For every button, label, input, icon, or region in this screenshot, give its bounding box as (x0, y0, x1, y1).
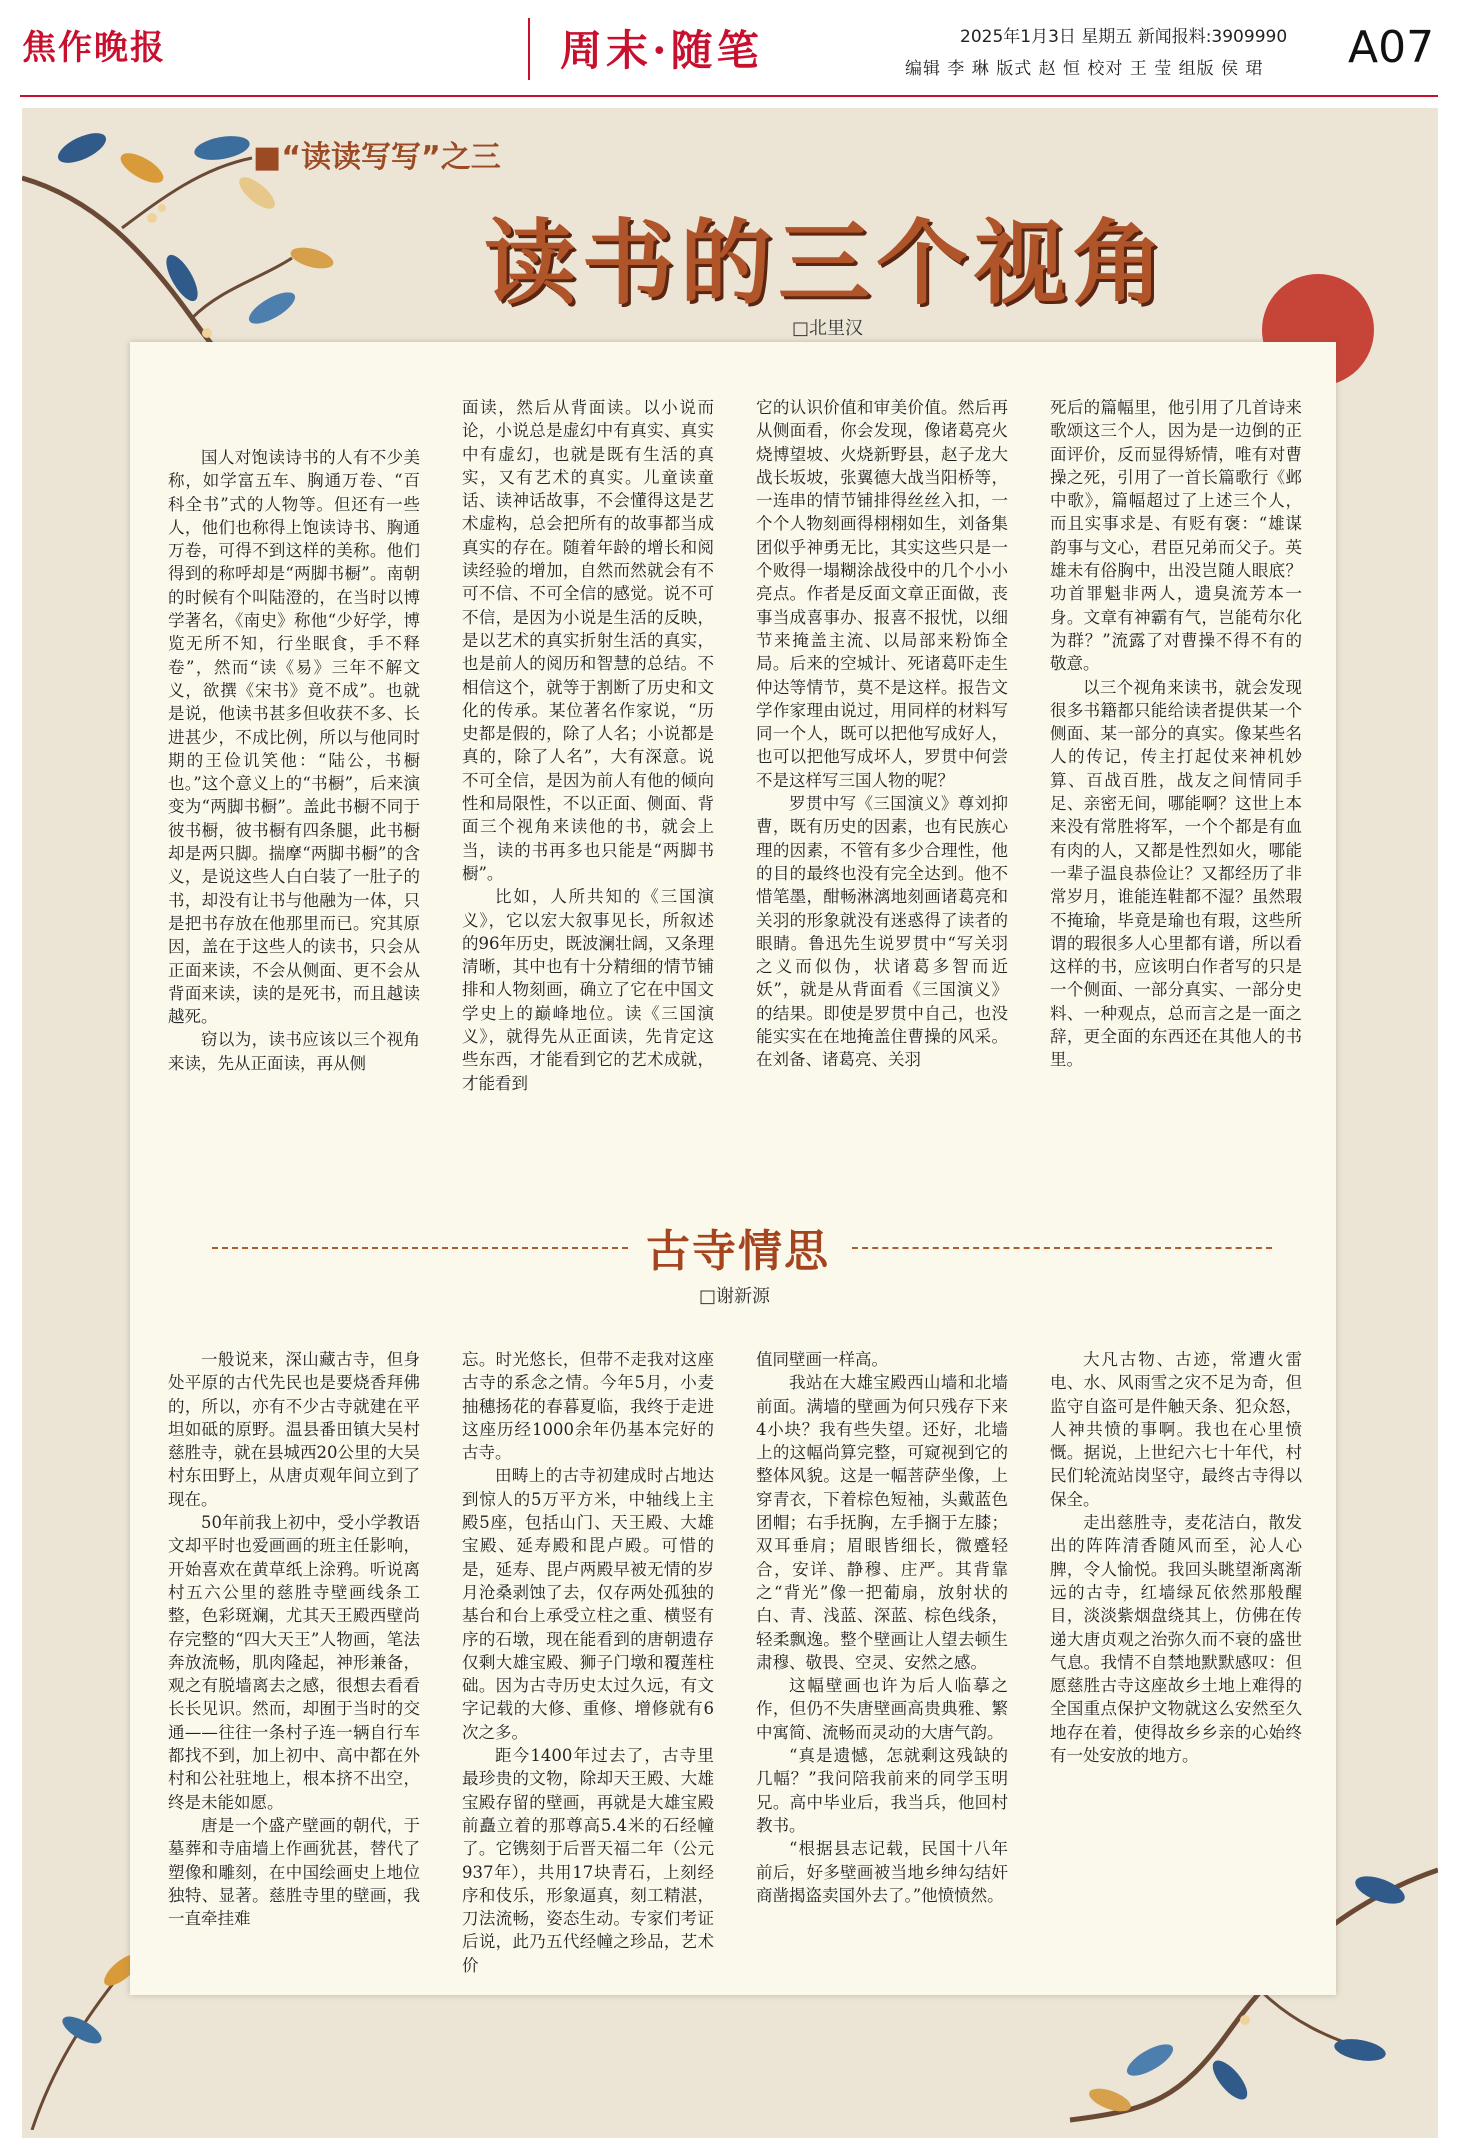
newspaper-logo: 焦作晚报 (22, 28, 166, 68)
title-divider-right (852, 1247, 1272, 1249)
paragraph: 田畴上的古寺初建成时占地达到惊人的5万平方米，中轴线上主殿5座，包括山门、天王殿、大雄宝殿、延寿殿和毘卢殿。可惜的是，延寿、毘卢两殿早被无情的岁月沧桑剥蚀了去，仅存两处孤独的基台和台上承受立柱之重、横竖有序的石墩，现在能看到的唐朝遗存仅剩大雄宝殿、狮子门墩和覆莲柱础。因为古寺历史太过久远，有文字记载的大修、重修、增修就有6次之多。 (462, 1466, 714, 1742)
paragraph: 以三个视角来读书，就会发现很多书籍都只能给读者提供某一个侧面、某一部分的真实。像某些名人的传记，传主打起仗来神机妙算、百战百胜，战友之间情同手足、亲密无间，哪能啊？这世上本来没有常胜将军，一个个都是有血有肉的人，又都是性烈如火，哪能一辈子温良恭俭让？又都经历了非常岁月，谁能连鞋都不湿？虽然瑕不掩瑜，毕竟是瑜也有瑕，这些所谓的瑕很多人心里都有谱，所以看这样的书，应该明白作者写的只是一个侧面、一部分真实、一部分史料、一种观点，总而言之是一面之辞，更全面的东西还在其他人的书里。 (1050, 677, 1302, 1070)
article1-title: 读书的三个视角 (484, 209, 1171, 317)
title-divider-left (212, 1247, 628, 1249)
paragraph: 国人对饱读诗书的人有不少美称，如学富五车、胸通万卷、“百科全书”式的人物等。但还有一些人，他们也称得上饱读诗书、胸通万卷，可得不到这样的美称。他们得到的称呼却是“两脚书橱”。南朝的时候有个叫陆澄的，在当时以博学著名，《南史》称他“少好学，博览无所不知，行坐眠食，手不释卷”，然而“读《易》三年不解文义，欲撰《宋书》竟不成”。也就是说，他读书甚多但收获不多、长进甚少，不成比例，所以与他同时期的王俭讥笑他：“陆公，书橱也。”这个意义上的“书橱”，后来演变为“两脚书橱”。盖此书橱不同于彼书橱，彼书橱有四条腿，此书橱却是两只脚。揣摩“两脚书橱”的含义，是说这些人白白装了一肚子的书，却没有让书与他融为一体，只是把书存放在他那里而已。究其原因，盖在于这些人的读书，只会从正面来读，不会从侧面、更不会从背面来读，读的是死书，而且越读越死。 (168, 448, 420, 1027)
paragraph: 死后的篇幅里，他引用了几首诗来歌颂这三个人，因为是一边倒的正面评价，反而显得矫情，唯有对曹操之死，引用了一首长篇歌行《邺中歌》，篇幅超过了上述三个人，而且实事求是、有贬有褒：“雄谋韵事与文心，君臣兄弟而父子。英雄未有俗胸中，出没岂随人眼底？功首罪魁非两人，遗臭流芳本一身。文章有神霸有气，岂能苟尔化为群？”流露了对曹操不得不有的敬意。 (1050, 398, 1302, 674)
header-divider (528, 18, 530, 80)
paragraph: 忘。时光悠长，但带不走我对这座古寺的系念之情。今年5月，小麦抽穗扬花的春暮夏临，我终于走进这座历经1000余年仍基本完好的古寺。 (462, 1350, 714, 1463)
article1-column-2 (462, 396, 714, 1166)
article2-column-1 (168, 1348, 420, 1988)
article2-byline: □谢新源 (699, 1286, 771, 1307)
paragraph: 比如，人所共知的《三国演义》，它以宏大叙事见长，所叙述的96年历史，既波澜壮阔，又条理清晰，其中也有十分精细的情节铺排和人物刻画，确立了它在中国文学史上的巅峰地位。读《三国演义》，就得先从正面读，先肯定这些东西，才能看到它的艺术成就，才能看到 (462, 887, 714, 1093)
article1-byline: □北里汉 (792, 318, 864, 339)
paragraph: 值同壁画一样高。 (756, 1350, 888, 1369)
article1-column-4 (1050, 396, 1302, 1166)
page-number: A07 (1348, 22, 1435, 73)
paragraph: “根据县志记载，民国十八年前后，好多壁画被当地乡绅勾结奸商凿揭盗卖国外去了。”他愤愤然。 (756, 1839, 1008, 1905)
article1-column-3 (756, 396, 1008, 1166)
section-title: 周末·随笔 (560, 26, 763, 75)
article2-column-3 (756, 1348, 1008, 1988)
staff-line: 编辑 李 琳 版式 赵 恒 校对 王 莹 组版 侯 珺 (905, 59, 1264, 79)
paragraph: “真是遗憾，怎就剩这残缺的几幅？”我问陪我前来的同学玉明兄。高中毕业后，我当兵，他回村教书。 (756, 1746, 1008, 1835)
paragraph: 走出慈胜寺，麦花洁白，散发出的阵阵清香随风而至，沁人心脾，令人愉悦。我回头眺望渐离渐远的古寺，红墙绿瓦依然那般醒目，淡淡紫烟盘绕其上，仿佛在传递大唐贞观之治弥久而不衰的盛世气息。我情不自禁地默默感叹：但愿慈胜古寺这座故乡土地上难得的全国重点保护文物就这么安然至久地存在着，使得故乡乡亲的心始终有一处安放的地方。 (1050, 1513, 1302, 1766)
page-header (0, 0, 1459, 100)
paragraph: 罗贯中写《三国演义》尊刘抑曹，既有历史的因素，也有民族心理的因素，不管有多少合理性，他的目的最终也没有完全达到。他不惜笔墨，酣畅淋漓地刻画诸葛亮和关羽的形象就没有迷惑得了读者的眼睛。鲁迅先生说罗贯中“写关羽之义而似伪，状诸葛多智而近妖”，就是从背面看《三国演义》的结果。即使是罗贯中自己，也没能实实在在地掩盖住曹操的风采。在刘备、诸葛亮、关羽 (756, 794, 1008, 1070)
series-label: ■“读读写写”之三 (253, 140, 501, 175)
date-line: 2025年1月3日 星期五 新闻报料:3909990 (960, 27, 1288, 47)
header-rule (20, 95, 1438, 97)
article2-column-2 (462, 1348, 714, 1988)
article2-title: 古寺情思 (646, 1226, 830, 1277)
paragraph: 它的认识价值和审美价值。然后再从侧面看，你会发现，像诸葛亮火烧博望坡、火烧新野县，赵子龙大战长坂坡，张翼德大战当阳桥等，一连串的情节铺排得丝丝入扣，一个个人物刻画得栩栩如生，刘备集团似乎神勇无比，其实这些只是一个败得一塌糊涂战役中的几个小小亮点。作者是反面文章正面做，丧事当成喜事办、报喜不报忧，以细节来掩盖主流、以局部来粉饰全局。后来的空城计、死诸葛吓走生仲达等情节，莫不是这样。报告文学作家理由说过，用同样的材料写同一个人，既可以把他写成好人，也可以把他写成坏人，罗贯中何尝不是这样写三国人物的呢？ (756, 398, 1008, 790)
article1-column-1 (168, 446, 420, 1166)
paragraph: 50年前我上初中，受小学教语文却平时也爱画画的班主任影响，开始喜欢在黄草纸上涂鸦。听说离村五六公里的慈胜寺壁画线条工整，色彩斑斓，尤其天王殿西壁尚存完整的“四大天王”人物画，笔法奔放流畅，肌肉隆起，神形兼备，观之有脱墙离去之感，很想去看看长长见识。然而，却囿于当时的交通——往往一条村子连一辆自行车都找不到，加上初中、高中都在外村和公社驻地上，根本挤不出空，终是未能如愿。 (168, 1513, 420, 1812)
paragraph: 距今1400年过去了，古寺里最珍贵的文物，除却天王殿、大雄宝殿存留的壁画，再就是大雄宝殿前矗立着的那尊高5.4米的石经幢了。它镌刻于后晋天福二年（公元937年），共用17块青石，上刻经序和伎乐，形象逼真，刻工精湛，刀法流畅，姿态生动。专家们考证后说，此乃五代经幢之珍品，艺术价 (462, 1746, 714, 1975)
paragraph: 我站在大雄宝殿西山墙和北墙前面。满墙的壁画为何只残存下来4小块？我有些失望。还好，北墙上的这幅尚算完整，可窥视到它的整体风貌。这是一幅菩萨坐像，上穿青衣，下着棕色短袖，头戴蓝色团帽；右手抚胸，左手搁于左膝；双耳垂肩；眉眼皆细长，微蹙轻合，安详、静穆、庄严。其背靠之“背光”像一把葡扇，放射状的白、青、浅蓝、深蓝、棕色线条，轻柔飘逸。整个壁画让人望去顿生肃穆、敬畏、空灵、安然之感。 (756, 1373, 1008, 1672)
paragraph: 这幅壁画也许为后人临摹之作，但仍不失唐壁画高贵典雅、繁中寓简、流畅而灵动的大唐气韵。 (756, 1676, 1008, 1742)
article2-column-4 (1050, 1348, 1302, 1868)
paragraph: 窃以为，读书应该以三个视角来读，先从正面读，再从侧 (168, 1030, 420, 1073)
paragraph: 一般说来，深山藏古寺，但身处平原的古代先民也是要烧香拜佛的，所以，亦有不少古寺就建在平坦如砥的原野。温县番田镇大吴村慈胜寺，就在县城西20公里的大吴村东田野上，从唐贞观年间立到了现在。 (168, 1350, 420, 1509)
paragraph: 唐是一个盛产壁画的朝代，于墓葬和寺庙墙上作画犹甚，替代了塑像和雕刻，在中国绘画史上地位独特、显著。慈胜寺里的壁画，我一直牵挂难 (168, 1815, 420, 1929)
paragraph: 大凡古物、古迹，常遭火雷电、水、风雨雪之灾不足为奇，但监守自盗可是件触天条、犯众怒，人神共愤的事啊。我也在心里愤慨。据说，上世纪六七十年代，村民们轮流站岗坚守，最终古寺得以保全。 (1050, 1350, 1302, 1509)
paragraph: 面读，然后从背面读。以小说而论，小说总是虚幻中有真实、真实中有虚幻，也就是既有生活的真实，又有艺术的真实。儿童读童话、读神话故事，不会懂得这是艺术虚构，总会把所有的故事都当成真实的存在。随着年龄的增长和阅读经验的增加，自然而然就会有不可不信、不可全信的感觉。说不可不信，是因为小说是生活的反映，是以艺术的真实折射生活的真实，也是前人的阅历和智慧的总结。不相信这个，就等于割断了历史和文化的传承。某位著名作家说，“历史都是假的，除了人名；小说都是真的，除了人名”，大有深意。说不可全信，是因为前人有他的倾向性和局限性，不以正面、侧面、背面三个视角来读他的书，就会上当，读的书再多也只能是“两脚书橱”。 (462, 398, 714, 883)
